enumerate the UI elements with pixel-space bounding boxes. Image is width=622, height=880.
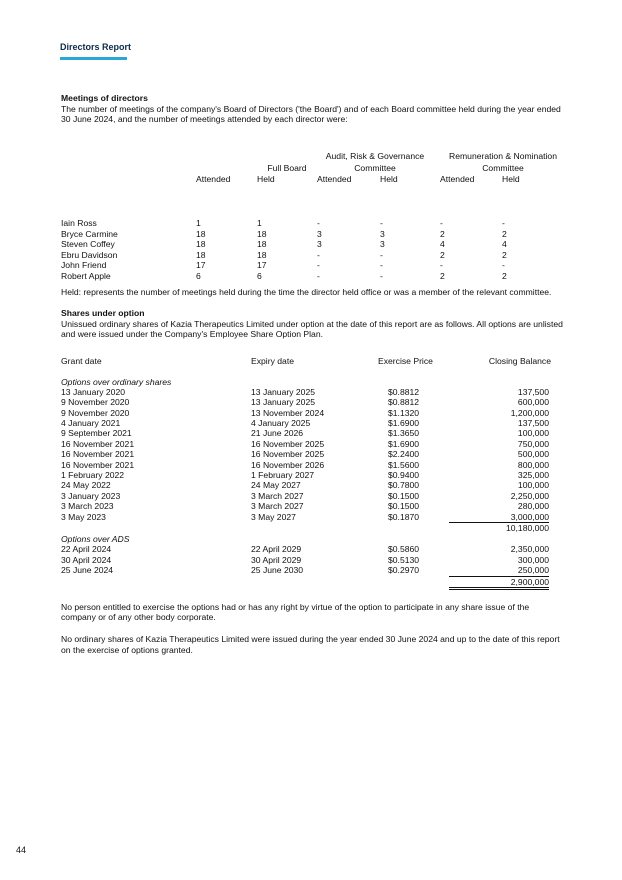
grant-date-cell: 13 January 2020 bbox=[61, 386, 126, 397]
exercise-price-cell: $0.9400 bbox=[388, 470, 420, 481]
exercise-price-cell: $2.2400 bbox=[388, 449, 420, 460]
closing-balance-header: Closing Balance bbox=[488, 356, 551, 367]
meetings-table bbox=[61, 137, 563, 287]
table-row bbox=[61, 397, 563, 407]
meetings-note: Held: represents the number of meetings held during the time the director held office or was a member of the relevant committee. bbox=[61, 287, 552, 298]
closing-balance-cell: 325,000 bbox=[517, 470, 549, 481]
meetings-cell-fb-att: 18 bbox=[196, 249, 206, 260]
grant-date-cell: 22 April 2024 bbox=[61, 544, 112, 555]
table-row bbox=[61, 387, 563, 397]
meetings-cell-rn-att: 4 bbox=[440, 239, 445, 250]
expiry-date-cell: 16 November 2025 bbox=[251, 438, 325, 449]
closing-balance-cell: 2,350,000 bbox=[510, 544, 549, 555]
meetings-cell-name: John Friend bbox=[61, 260, 107, 271]
closing-balance-cell: 750,000 bbox=[517, 438, 549, 449]
table-row bbox=[61, 470, 563, 480]
meetings-cell-arg-held: - bbox=[380, 260, 383, 271]
grant-date-cell: 1 February 2022 bbox=[61, 470, 125, 481]
closing-balance-cell: 3,000,000 bbox=[510, 511, 549, 522]
remuneration-attended-header: Attended bbox=[440, 174, 475, 185]
table-row bbox=[61, 501, 563, 511]
expiry-date-cell: 4 January 2025 bbox=[251, 418, 311, 429]
grant-date-cell: 9 November 2020 bbox=[61, 407, 130, 418]
exercise-price-cell: $0.8812 bbox=[388, 397, 420, 408]
section-title-underline bbox=[60, 57, 127, 60]
full-board-held-header: Held bbox=[257, 174, 275, 185]
meetings-cell-arg-att: - bbox=[317, 218, 320, 229]
ordinary-total-row bbox=[61, 522, 563, 534]
meetings-cell-name: Robert Apple bbox=[61, 270, 111, 281]
closing-balance-cell: 100,000 bbox=[517, 428, 549, 439]
table-row bbox=[61, 408, 563, 418]
meetings-cell-rn-held: - bbox=[502, 260, 505, 271]
grant-date-cell: 25 June 2024 bbox=[61, 565, 114, 576]
meetings-cell-fb-att: 17 bbox=[196, 260, 206, 271]
table-row bbox=[61, 460, 563, 470]
grant-date-cell: 3 March 2023 bbox=[61, 501, 114, 512]
audit-attended-header: Attended bbox=[317, 174, 352, 185]
closing-paragraph-1: No person entitled to exercise the options had or has any right by virtue of the option to participate in any share issue of the company or of any other body corporate. bbox=[61, 601, 530, 623]
meetings-cell-name: Ebru Davidson bbox=[61, 249, 118, 260]
exercise-price-cell: $0.7800 bbox=[388, 480, 420, 491]
table-row bbox=[61, 418, 563, 428]
meetings-cell-fb-att: 1 bbox=[196, 218, 201, 229]
meetings-cell-fb-held: 6 bbox=[257, 270, 262, 281]
meetings-cell-fb-held: 17 bbox=[257, 260, 267, 271]
meetings-cell-fb-att: 18 bbox=[196, 239, 206, 250]
meetings-cell-rn-att: 2 bbox=[440, 228, 445, 239]
expiry-date-cell: 3 May 2027 bbox=[251, 511, 296, 522]
meetings-cell-rn-att: - bbox=[440, 260, 443, 271]
meetings-cell-rn-held: 2 bbox=[502, 228, 507, 239]
meetings-cell-name: Iain Ross bbox=[61, 218, 97, 229]
expiry-date-cell: 1 February 2027 bbox=[251, 470, 315, 481]
expiry-date-cell: 16 November 2025 bbox=[251, 449, 325, 460]
full-board-attended-header: Attended bbox=[196, 174, 231, 185]
meetings-cell-fb-att: 18 bbox=[196, 228, 206, 239]
section-title: Directors Report bbox=[60, 42, 132, 52]
expiry-date-cell: 13 November 2024 bbox=[251, 407, 325, 418]
grant-date-cell: 3 January 2023 bbox=[61, 490, 121, 501]
expiry-date-cell: 30 April 2029 bbox=[251, 554, 302, 565]
meetings-cell-arg-att: 3 bbox=[317, 239, 322, 250]
meetings-cell-arg-held: - bbox=[380, 270, 383, 281]
meetings-heading: Meetings of directors bbox=[61, 93, 148, 103]
grant-date-cell: 3 May 2023 bbox=[61, 511, 106, 522]
meetings-cell-rn-att: 2 bbox=[440, 249, 445, 260]
meetings-cell-rn-held: - bbox=[502, 218, 505, 229]
options-intro: Unissued ordinary shares of Kazia Therapeutics Limited under option at the date of this report are as follows. All options are unlisted and were issued under the Company's Employee Share Option Plan. bbox=[61, 318, 563, 340]
ads-options-label-row bbox=[61, 534, 563, 544]
ordinary-options-label-row bbox=[61, 377, 563, 387]
table-row bbox=[61, 565, 563, 575]
closing-balance-cell: 137,500 bbox=[517, 418, 549, 429]
options-heading: Shares under option bbox=[61, 307, 145, 318]
options-header-row bbox=[61, 356, 563, 366]
table-row bbox=[61, 439, 563, 449]
closing-balance-cell: 2,250,000 bbox=[510, 490, 549, 501]
exercise-price-cell: $0.1500 bbox=[388, 490, 420, 501]
meetings-cell-name: Bryce Carmine bbox=[61, 228, 118, 239]
exercise-price-cell: $0.2970 bbox=[388, 565, 420, 576]
table-row bbox=[61, 512, 563, 522]
ads-options-label: Options over ADS bbox=[61, 534, 130, 544]
exercise-price-cell: $0.5860 bbox=[388, 544, 420, 555]
expiry-date-cell: 24 May 2027 bbox=[251, 480, 301, 491]
grant-date-cell: 24 May 2022 bbox=[61, 480, 111, 491]
meetings-cell-arg-held: - bbox=[380, 249, 383, 260]
ordinary-options-label: Options over ordinary shares bbox=[61, 376, 172, 387]
grant-date-cell: 9 November 2020 bbox=[61, 397, 130, 408]
grant-date-cell: 16 November 2021 bbox=[61, 438, 135, 449]
closing-balance-cell: 600,000 bbox=[517, 397, 549, 408]
closing-balance-cell: 137,500 bbox=[517, 386, 549, 397]
meetings-cell-arg-att: - bbox=[317, 270, 320, 281]
table-row bbox=[61, 555, 563, 565]
exercise-price-cell: $1.1320 bbox=[388, 407, 420, 418]
meetings-cell-fb-held: 18 bbox=[257, 228, 267, 239]
table-row bbox=[61, 449, 563, 459]
exercise-price-cell: $0.5130 bbox=[388, 554, 420, 565]
exercise-price-cell: $0.8812 bbox=[388, 386, 420, 397]
exercise-price-cell: $0.1870 bbox=[388, 511, 420, 522]
meetings-cell-arg-att: - bbox=[317, 249, 320, 260]
closing-balance-cell: 300,000 bbox=[517, 554, 549, 565]
page-number: 44 bbox=[16, 845, 27, 855]
closing-balance-cell: 100,000 bbox=[517, 480, 549, 491]
exercise-price-cell: $1.3650 bbox=[388, 428, 420, 439]
meetings-cell-rn-att: 2 bbox=[440, 270, 445, 281]
expiry-date-cell: 13 January 2025 bbox=[251, 397, 316, 408]
ads-total: 2,900,000 bbox=[449, 576, 549, 591]
meetings-cell-rn-held: 2 bbox=[502, 249, 507, 260]
full-board-header: Full Board bbox=[267, 163, 307, 174]
exercise-price-cell: $1.5600 bbox=[388, 459, 420, 470]
ordinary-total: 10,180,000 bbox=[449, 522, 549, 534]
meetings-intro: The number of meetings of the company's Board of Directors ('the Board') and of each Board committee held during the year ended 30 June 2024, and the number of meetings attended by each director were: bbox=[61, 103, 561, 125]
closing-balance-cell: 280,000 bbox=[517, 501, 549, 512]
table-row bbox=[61, 544, 563, 554]
exercise-price-cell: $1.6900 bbox=[388, 438, 420, 449]
grant-date-cell: 4 January 2021 bbox=[61, 418, 121, 429]
expiry-date-cell: 3 March 2027 bbox=[251, 490, 304, 501]
meetings-cell-rn-held: 2 bbox=[502, 270, 507, 281]
exercise-price-cell: $1.6900 bbox=[388, 418, 420, 429]
exercise-price-cell: $0.1500 bbox=[388, 501, 420, 512]
meetings-cell-arg-att: - bbox=[317, 260, 320, 271]
closing-balance-cell: 500,000 bbox=[517, 449, 549, 460]
expiry-date-cell: 21 June 2026 bbox=[251, 428, 304, 439]
meetings-cell-rn-att: - bbox=[440, 218, 443, 229]
closing-balance-cell: 800,000 bbox=[517, 459, 549, 470]
remuneration-committee-header-line1: Remuneration & Nomination bbox=[449, 151, 557, 162]
table-row bbox=[61, 480, 563, 490]
remuneration-committee-header-line2: Committee bbox=[482, 163, 524, 174]
meetings-cell-arg-held: 3 bbox=[380, 228, 385, 239]
meetings-cell-arg-att: 3 bbox=[317, 228, 322, 239]
audit-committee-header-line2: Committee bbox=[354, 163, 396, 174]
grant-date-header: Grant date bbox=[61, 356, 102, 367]
expiry-date-cell: 25 June 2030 bbox=[251, 565, 304, 576]
report-body bbox=[61, 93, 563, 656]
grant-date-cell: 16 November 2021 bbox=[61, 459, 135, 470]
table-row bbox=[61, 491, 563, 501]
exercise-price-header: Exercise Price bbox=[378, 356, 433, 367]
meetings-cell-rn-held: 4 bbox=[502, 239, 507, 250]
options-table bbox=[61, 356, 563, 589]
meetings-cell-arg-held: 3 bbox=[380, 239, 385, 250]
meetings-cell-arg-held: - bbox=[380, 218, 383, 229]
remuneration-held-header: Held bbox=[502, 174, 520, 185]
audit-held-header: Held bbox=[380, 174, 398, 185]
grant-date-cell: 30 April 2024 bbox=[61, 554, 112, 565]
closing-paragraph-2: No ordinary shares of Kazia Therapeutics Limited were issued during the year ended 30 June 2024 and up to the date of this report on the exercise of options granted. bbox=[61, 634, 560, 655]
meetings-cell-fb-att: 6 bbox=[196, 270, 201, 281]
ads-total-row bbox=[61, 576, 563, 590]
expiry-date-cell: 16 November 2026 bbox=[251, 459, 325, 470]
audit-committee-header-line1: Audit, Risk & Governance bbox=[325, 151, 425, 162]
table-row bbox=[61, 428, 563, 438]
expiry-date-cell: 3 March 2027 bbox=[251, 501, 304, 512]
grant-date-cell: 16 November 2021 bbox=[61, 449, 135, 460]
grant-date-cell: 9 September 2021 bbox=[61, 428, 132, 439]
closing-balance-cell: 1,200,000 bbox=[510, 407, 549, 418]
expiry-date-cell: 13 January 2025 bbox=[251, 386, 316, 397]
expiry-date-cell: 22 April 2029 bbox=[251, 544, 302, 555]
meetings-cell-fb-held: 1 bbox=[257, 218, 262, 229]
meetings-cell-fb-held: 18 bbox=[257, 249, 267, 260]
closing-balance-cell: 250,000 bbox=[517, 565, 549, 576]
page-header bbox=[60, 42, 131, 60]
expiry-date-header: Expiry date bbox=[251, 356, 294, 367]
meetings-cell-fb-held: 18 bbox=[257, 239, 267, 250]
meetings-cell-name: Steven Coffey bbox=[61, 239, 115, 250]
